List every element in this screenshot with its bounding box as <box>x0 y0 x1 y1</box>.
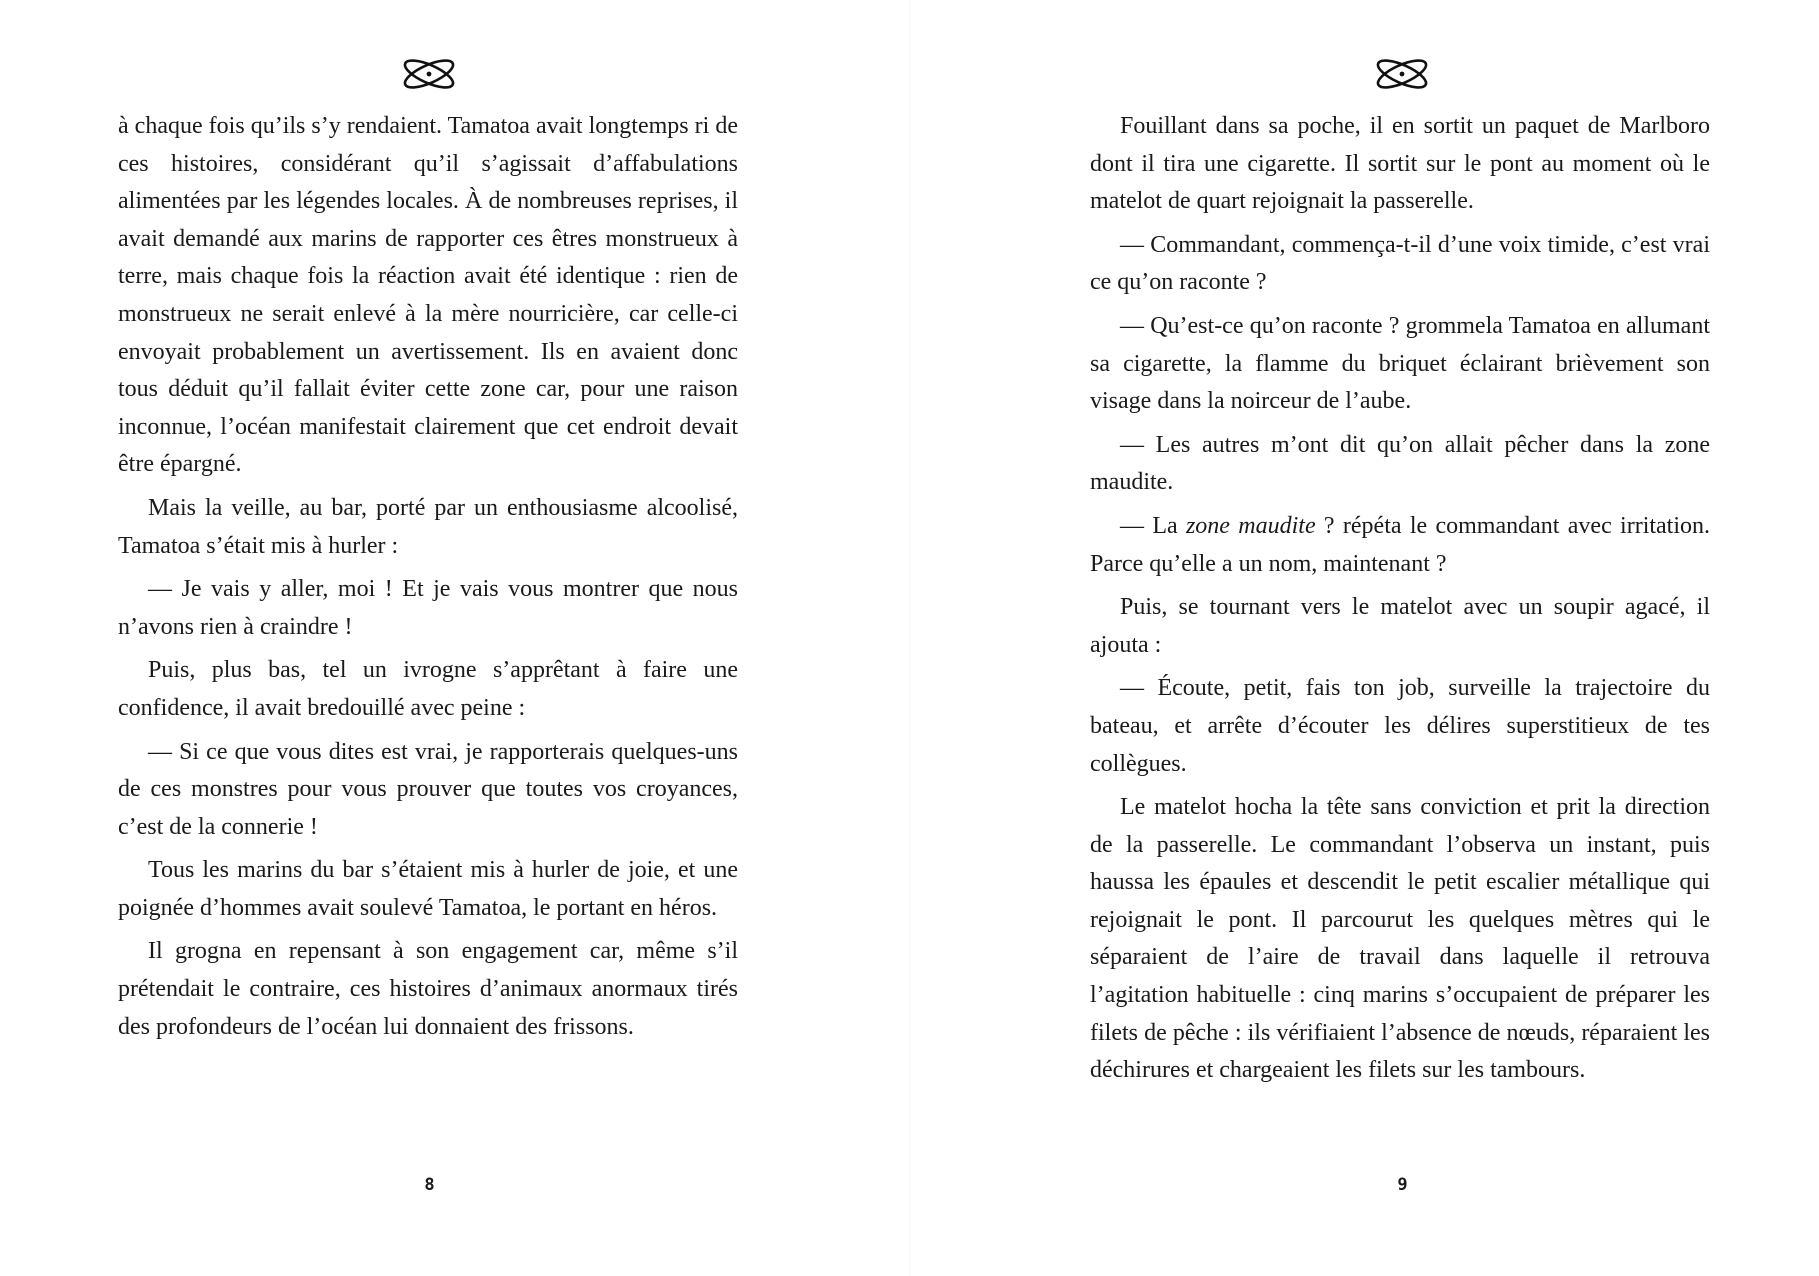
paragraph: — Les autres m’ont dit qu’on allait pêcher dans la zone maudite. <box>1090 431 1710 496</box>
paragraph: Le matelot hocha la tête sans conviction et prit la direction de la passerelle. Le commandant l’observa un instant, puis haussa les épaules et descendit le petit escalier métallique qui rejoignait le pont. Il parcourut les quelques mètres qui le séparaient de l’aire de travail dans laquelle il retrouva l’agitation habituelle : cinq marins s’occupaient de préparer les filets de pêche : ils vérifiaient l’absence de nœuds, réparaient les déchirures et chargeaient les filets sur les tambours. <box>1090 794 1710 1084</box>
right-page <box>910 0 1819 1276</box>
paragraph-with-emphasis <box>1090 508 1710 583</box>
paragraph-fragment: ? répéta le commandant avec irritation. Parce qu’elle a un nom, maintenant ? <box>1090 512 1711 577</box>
paragraph: Puis, plus bas, tel un ivrogne s’apprêtant à faire une confidence, il avait bredouillé avec peine : <box>118 657 738 721</box>
paragraph: Mais la veille, au bar, porté par un enthousiasme alcoolisé, Tamatoa s’était mis à hurler : <box>118 494 738 559</box>
paragraph: — Si ce que vous dites est vrai, je rapporterais quelques-uns de ces monstres pour vous prouver que toutes vos croyances, c’est de la connerie ! <box>118 738 738 840</box>
left-page-text <box>118 108 738 1052</box>
atom-orbit-ornament-icon <box>397 48 461 96</box>
atom-orbit-ornament-icon <box>1370 48 1434 96</box>
paragraph: — Écoute, petit, fais ton job, surveille la trajectoire du bateau, et arrête d’écouter les délires superstitieux de tes collègues. <box>1090 675 1710 777</box>
right-page-text <box>1090 108 1710 1096</box>
paragraph-fragment: — La <box>1120 512 1186 539</box>
paragraph: Tous les marins du bar s’étaient mis à hurler de joie, et une poignée d’hommes avait soulevé Tamatoa, le portant en héros. <box>118 857 738 921</box>
page-number: 9 <box>1397 1175 1409 1195</box>
paragraph: Il grogna en repensant à son engagement car, même s’il prétendait le contraire, ces histoires d’animaux anormaux tirés des profondeurs de l’océan lui donnaient des frissons. <box>118 938 738 1040</box>
paragraph: Puis, se tournant vers le matelot avec un soupir agacé, il ajouta : <box>1090 594 1710 658</box>
paragraph: — Commandant, commença-t-il d’une voix timide, c’est vrai ce qu’on raconte ? <box>1090 231 1710 296</box>
paragraph: — Je vais y aller, moi ! Et je vais vous montrer que nous n’avons rien à craindre ! <box>118 576 738 640</box>
paragraph: Fouillant dans sa poche, il en sortit un paquet de Marlboro dont il tira une cigarette. Il sortit sur le pont au moment où le matelot de quart rejoignait la passerelle. <box>1090 113 1710 215</box>
paragraph: — Qu’est-ce qu’on raconte ? grommela Tamatoa en allumant sa cigarette, la flamme du briquet éclairant brièvement son visage dans la noirceur de l’aube. <box>1090 312 1710 415</box>
paragraph: à chaque fois qu’ils s’y rendaient. Tamatoa avait longtemps ri de ces histoires, considérant qu’il s’agissait d’affabulations alimentées par les légendes locales. À de nombreuses reprises, il avait demandé aux marins de rapporter ces êtres monstrueux à terre, mais chaque fois la réaction avait été identique : rien de monstrueux ne serait enlevé à la mère nourricière, car celle-ci envoyait probablement un avertissement. Ils en avaient donc tous déduit qu’il fallait éviter cette zone car, pour une raison inconnue, l’océan manifestait clairement que cet endroit devait être épargné. <box>118 113 738 478</box>
page-number: 8 <box>424 1175 436 1195</box>
emphasis-text: zone maudite <box>1185 512 1316 539</box>
left-page <box>0 0 909 1276</box>
